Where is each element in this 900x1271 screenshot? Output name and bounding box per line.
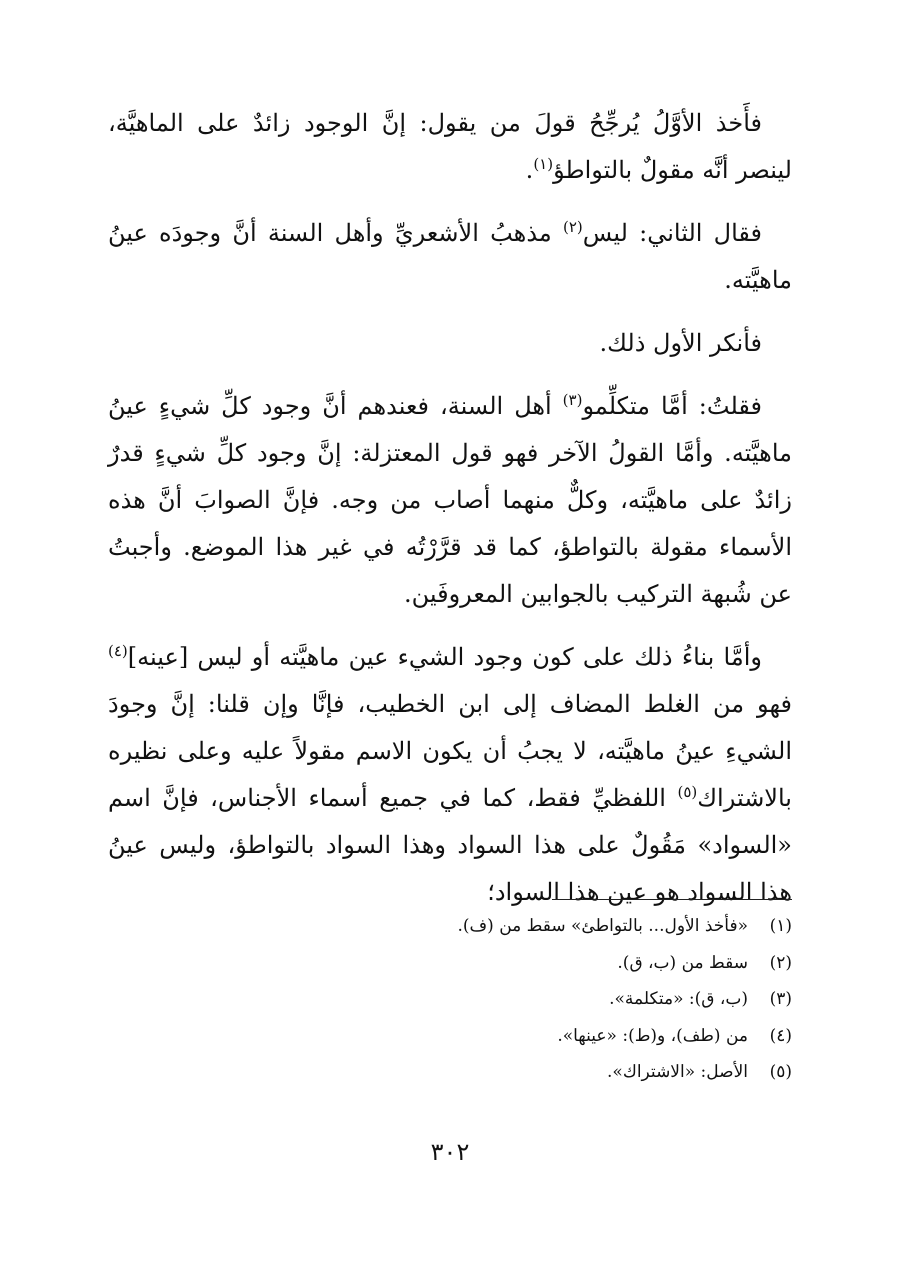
footnote-text: (ب، ق): «متكلمة».	[609, 989, 748, 1009]
footnote-text: الأصل: «الاشتراك».	[607, 1062, 748, 1082]
paragraph-5	[108, 634, 792, 916]
paragraph-text: فقال الثاني: ليس	[582, 219, 762, 247]
paragraph-3	[108, 320, 792, 367]
footnotes	[108, 908, 792, 1091]
footnote-number: (٤)	[769, 1025, 792, 1046]
paragraph-text-end: أهل السنة، فعندهم أنَّ وجود كلِّ شيءٍ عينُ ماهيَّته. وأمَّا القولُ الآخر فهو قول المعتزلة: إنَّ وجود كلِّ شيءٍ قدرٌ زائدٌ على ماهيَّته، وكلٌّ منهما أصاب من وجه. فإنَّ الصوابَ أنَّ هذه الأسماء مقولة بالتواطؤ، كما قد قرَّرْتُه في غير هذا الموضع. وأجبتُ عن شُبهة التركيب بالجوابين المعروفَين.	[108, 392, 792, 608]
footnote-divider	[552, 899, 792, 900]
footnote-number: (٢)	[769, 952, 792, 973]
paragraph-text: فقلتُ: أمَّا متكلِّمو	[582, 392, 763, 420]
footnote	[108, 981, 792, 1018]
paragraph-2	[108, 210, 792, 304]
footnote-ref-5[interactable]: (٥)	[677, 783, 698, 801]
footnote-text: سقط من (ب، ق).	[617, 952, 748, 973]
footnote	[108, 1018, 792, 1055]
paragraph-text: وأمَّا بناءُ ذلك على كون وجود الشيء عين ماهيَّته أو ليس [عينه]	[127, 643, 762, 671]
paragraph-text: فأنكر الأول ذلك.	[599, 329, 762, 357]
footnote-number: (٥)	[769, 1062, 792, 1082]
footnote-text: من (طف)، و(ط): «عينها».	[557, 1025, 748, 1046]
paragraph-text-end: .	[525, 156, 534, 184]
footnote	[108, 945, 792, 982]
paragraph-text: فأَخذ الأوَّلُ يُرجِّحُ قولَ من يقول: إنَّ الوجود زائدٌ على الماهيَّة، لينصر أنَّه مقولٌ بالتواطؤ	[108, 109, 792, 184]
paragraph-1	[108, 100, 792, 194]
footnote-ref-3[interactable]: (٣)	[562, 391, 583, 409]
footnote-number: (١)	[769, 916, 792, 936]
main-text	[108, 100, 792, 932]
footnote-ref-1[interactable]: (١)	[533, 155, 554, 173]
footnote-number: (٣)	[769, 989, 792, 1009]
paragraph-4	[108, 383, 792, 618]
page-number: ٣٠٢	[430, 1138, 470, 1166]
paragraph-text-end: مذهبُ الأشعريِّ وأهل السنة أنَّ وجودَه عينُ ماهيَّته.	[108, 219, 792, 294]
footnote-ref-2[interactable]: (٢)	[562, 218, 583, 236]
paragraph-text-middle: فهو من الغلط المضاف إلى ابن الخطيب، فإنَّا وإن قلنا: إنَّ وجودَ الشيءِ عينُ ماهيَّته، لا يجبُ أن يكون الاسم مقولاً عليه وعلى نظيره بالاشتراك	[108, 690, 792, 812]
footnote	[108, 908, 792, 945]
paragraph-text-end: اللفظيِّ فقط، كما في جميع أسماء الأجناس، فإنَّ اسم «السواد» مَقُولٌ على هذا السواد وهذا السواد بالتواطؤ، وليس عينُ هذا السواد هو عين هذا السواد؛	[108, 784, 792, 906]
footnote-ref-4[interactable]: (٤)	[108, 642, 128, 660]
footnote	[108, 1054, 792, 1091]
footnote-text: «فأخذ الأول... بالتواطئ» سقط من (ف).	[457, 916, 748, 936]
